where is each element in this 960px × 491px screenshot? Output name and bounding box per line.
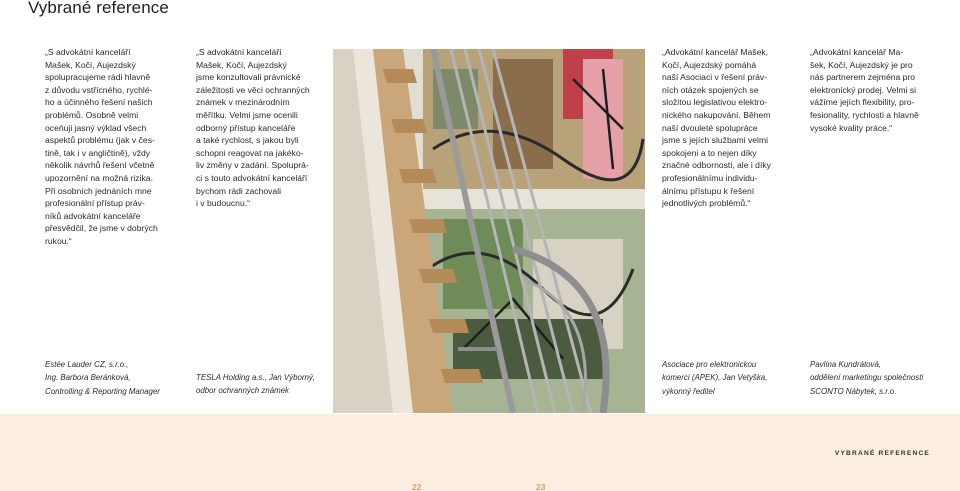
page-number-left: 22 (412, 482, 422, 491)
quote-line: „Advokátní kancelář Mašek, (662, 47, 769, 57)
quote-line: Mašek, Kočí, Aujezdský (45, 59, 136, 70)
quote-line: odborný přístup kanceláře (196, 122, 296, 133)
quote-line: oceňuji jasný výklad všech (45, 122, 147, 133)
signature-line: Pavlína Kundrátová, (810, 360, 882, 369)
quote-line: profesionální přístup práv- (45, 198, 145, 209)
quote-line: nás partnerem zejména pro (810, 72, 916, 83)
footer-band (0, 414, 960, 491)
signature-line: Ing. Barbora Beránková, (45, 373, 131, 383)
quote-line: přesvědčil, že jsme v dobrých (45, 223, 158, 234)
quote-line: složitou legislativou elektro- (662, 97, 768, 108)
quote-line: a také rychlost, s jakou byli (196, 135, 299, 146)
reference-signature-4 (810, 358, 923, 398)
reference-quote-4 (810, 46, 945, 134)
quote-line: spolupracujeme rádi hlavně (45, 72, 151, 83)
quote-line: aspektů problému (jak v čes- (45, 135, 155, 146)
quote-line: vysoké kvality práce.“ (810, 122, 893, 133)
quote-line: schopni reagovat na jakéko- (196, 147, 304, 158)
quote-line: nického nakupování. Během (662, 109, 771, 120)
quote-line: ci s touto advokátní kanceláří (196, 172, 308, 183)
quote-line: níků advokátní kanceláře (45, 210, 141, 221)
quote-line: tině, tak i v angličtině), vždy (45, 147, 151, 158)
signature-line: odbor ochranných známek (196, 386, 289, 396)
quote-line: několik návrhů řešení včetně (45, 160, 155, 171)
signature-line: výkonný ředitel (662, 386, 715, 396)
reference-quote-2 (196, 46, 331, 210)
staircase-illustration (333, 49, 645, 413)
quote-line: naší Asociaci v řešení práv- (662, 72, 768, 83)
quote-line: značné odbornosti, ale i díky (662, 160, 771, 171)
quote-line: fesionality, rychlosti a hlavně (810, 109, 919, 120)
quote-line: z důvodu vstřícného, rychlé- (45, 84, 153, 95)
quote-line: problémů. Osobně velmi (45, 109, 139, 120)
quote-line: „S advokátní kanceláří (196, 47, 282, 57)
page-number-right: 23 (536, 482, 546, 491)
signature-line: TESLA Holding a.s., Jan Výborný, (196, 373, 316, 382)
quote-line: jednotlivých problémů.“ (662, 198, 751, 209)
quote-line: záležitosti ve věci ochranných (196, 84, 310, 95)
footer-section-label: VYBRANÉ REFERENCE (834, 450, 930, 457)
quote-line: ho a účinného řešení našich (45, 97, 153, 108)
quote-line: Mašek, Kočí, Aujezdský (196, 59, 287, 70)
quote-line: měřítku. Velmi jsme ocenili (196, 109, 298, 120)
signature-line: oddělení marketingu společnosti (810, 373, 924, 383)
quote-line: i v budoucnu.“ (196, 198, 250, 209)
quote-line: jsme konzultovali právnické (196, 72, 301, 83)
quote-line: šek, Kočí, Aujezdský je pro (810, 59, 913, 70)
reference-signature-3 (662, 358, 767, 398)
signature-line: Controlling & Reporting Manager (45, 386, 160, 396)
reference-signature-2 (196, 371, 315, 398)
reference-signature-1 (45, 358, 160, 398)
quote-line: „Advokátní kancelář Ma- (810, 47, 904, 57)
quote-line: profesionálnímu individu- (662, 172, 758, 183)
signature-line: Asociace pro elektronickou (662, 360, 757, 369)
quote-line: álnímu přístupu k řešení (662, 185, 755, 196)
quote-line: jsme s jejích službami velmi (662, 135, 769, 146)
staircase-photo (333, 49, 645, 413)
reference-quote-1 (45, 46, 175, 248)
quote-line: naší dvouleté spolupráce (662, 122, 758, 133)
quote-line: elektronický prodej. Velmi si (810, 84, 917, 95)
quote-line: spokojeni a to nejen díky (662, 147, 757, 158)
quote-line: liv změny v zadání. Spoluprá- (196, 160, 309, 171)
quote-line: Při osobních jednáních mne (45, 185, 152, 196)
quote-line: známek v mezinárodním (196, 97, 290, 108)
quote-line: rukou.“ (45, 235, 72, 246)
quote-line: „S advokátní kanceláří (45, 47, 131, 57)
page-title: Vybrané reference (28, 0, 169, 17)
quote-line: vážíme jejích flexibility, pro- (810, 97, 915, 108)
signature-line: komerci (APEK), Jan Vetyška, (662, 373, 768, 383)
quote-line: bychom rádi zachovali (196, 185, 282, 196)
signature-line: Estée Lauder CZ, s.r.o., (45, 360, 129, 369)
quote-line: upozornění na možná rizika. (45, 172, 153, 183)
signature-line: SCONTO Nábytek, s.r.o. (810, 386, 897, 396)
quote-line: Kočí, Aujezdský pomáhá (662, 59, 757, 70)
quote-line: ních otázek spojených se (662, 84, 759, 95)
reference-quote-3 (662, 46, 787, 210)
